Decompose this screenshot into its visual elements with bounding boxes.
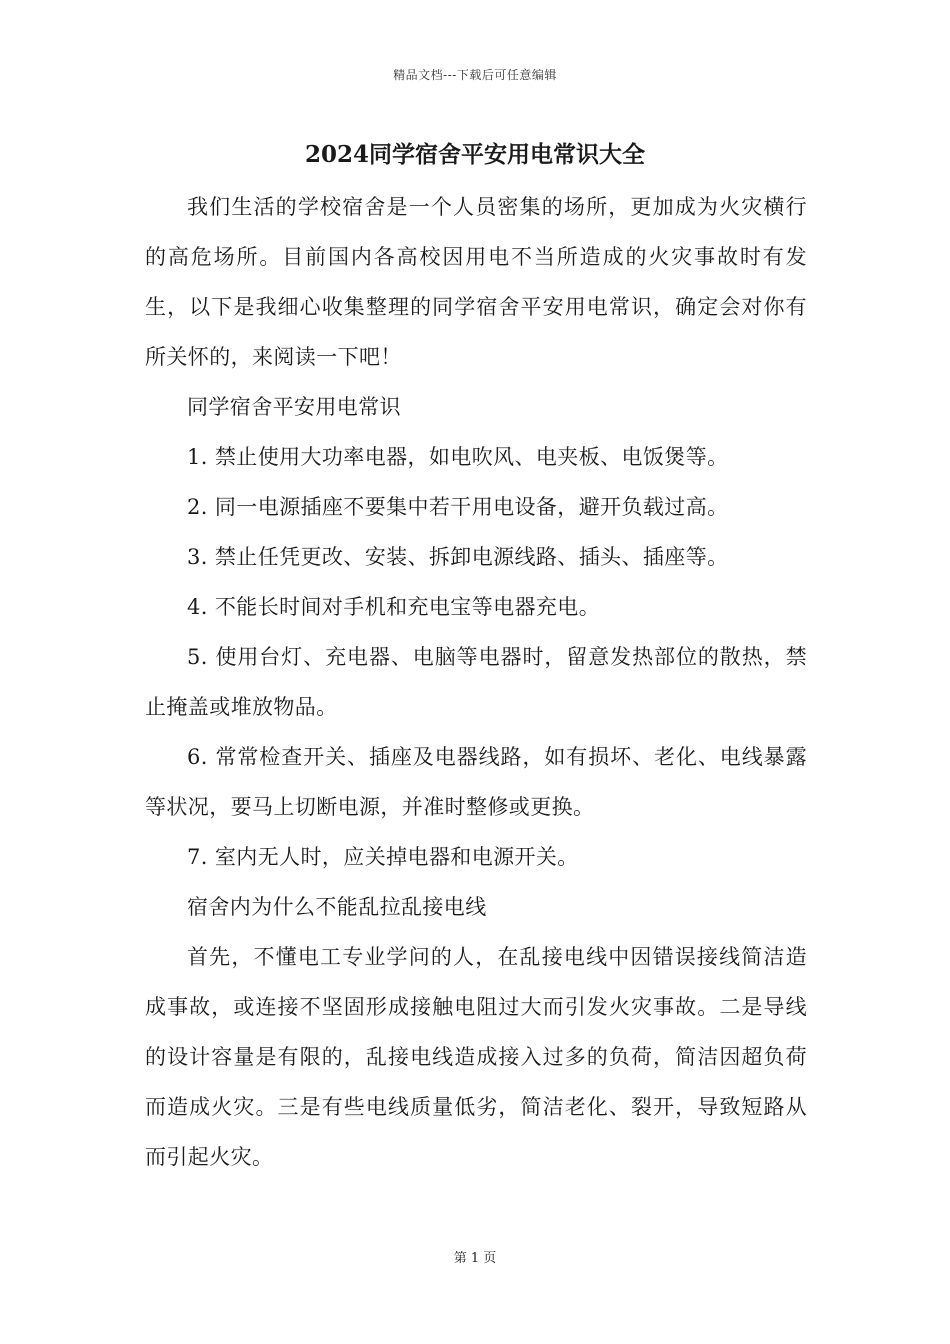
intro-paragraph: 我们生活的学校宿舍是一个人员密集的场所，更加成为火灾横行的高危场所。目前国内各高校因用电不当所造成的火灾事故时有发生，以下是我细心收集整理的同学宿舍平安用电常识，确定会对你有所关怀的，来阅读一下吧！	[145, 195, 807, 369]
document-title: 2024同学宿舍平安用电常识大全	[304, 141, 645, 168]
list-item-4: 4. 不能长时间对手机和充电宝等电器充电。	[187, 595, 601, 619]
list-item-5: 5. 使用台灯、充电器、电脑等电器时，留意发热部位的散热，禁止掩盖或堆放物品。	[145, 645, 807, 719]
section-heading-wiring: 宿舍内为什么不能乱拉乱接电线	[187, 895, 487, 919]
wiring-paragraph: 首先，不懂电工专业学问的人，在乱接电线中因错误接线简洁造成事故，或连接不坚固形成接触电阻过大而引发火灾事故。二是导线的设计容量是有限的，乱接电线造成接入过多的负荷，简洁因超负荷而造成火灾。三是有些电线质量低劣，简洁老化、裂开，导致短路从而引起火灾。	[145, 945, 807, 1169]
list-item-3: 3. 禁止任凭更改、安装、拆卸电源线路、插头、插座等。	[187, 545, 729, 569]
document-body	[145, 182, 807, 1182]
page-header: 精品文档---下载后可任意编辑	[393, 68, 557, 82]
list-item-6: 6. 常常检查开关、插座及电器线路，如有损坏、老化、电线暴露等状况，要马上切断电源，并准时整修或更换。	[145, 745, 807, 819]
page-number: 第 1 页	[453, 1251, 497, 1266]
list-item-7: 7. 室内无人时，应关掉电器和电源开关。	[187, 845, 579, 869]
list-item-1: 1. 禁止使用大功率电器，如电吹风、电夹板、电饭煲等。	[187, 445, 729, 469]
list-item-2: 2. 同一电源插座不要集中若干用电设备，避开负载过高。	[187, 495, 729, 519]
section-heading-safety-tips: 同学宿舍平安用电常识	[187, 395, 401, 419]
